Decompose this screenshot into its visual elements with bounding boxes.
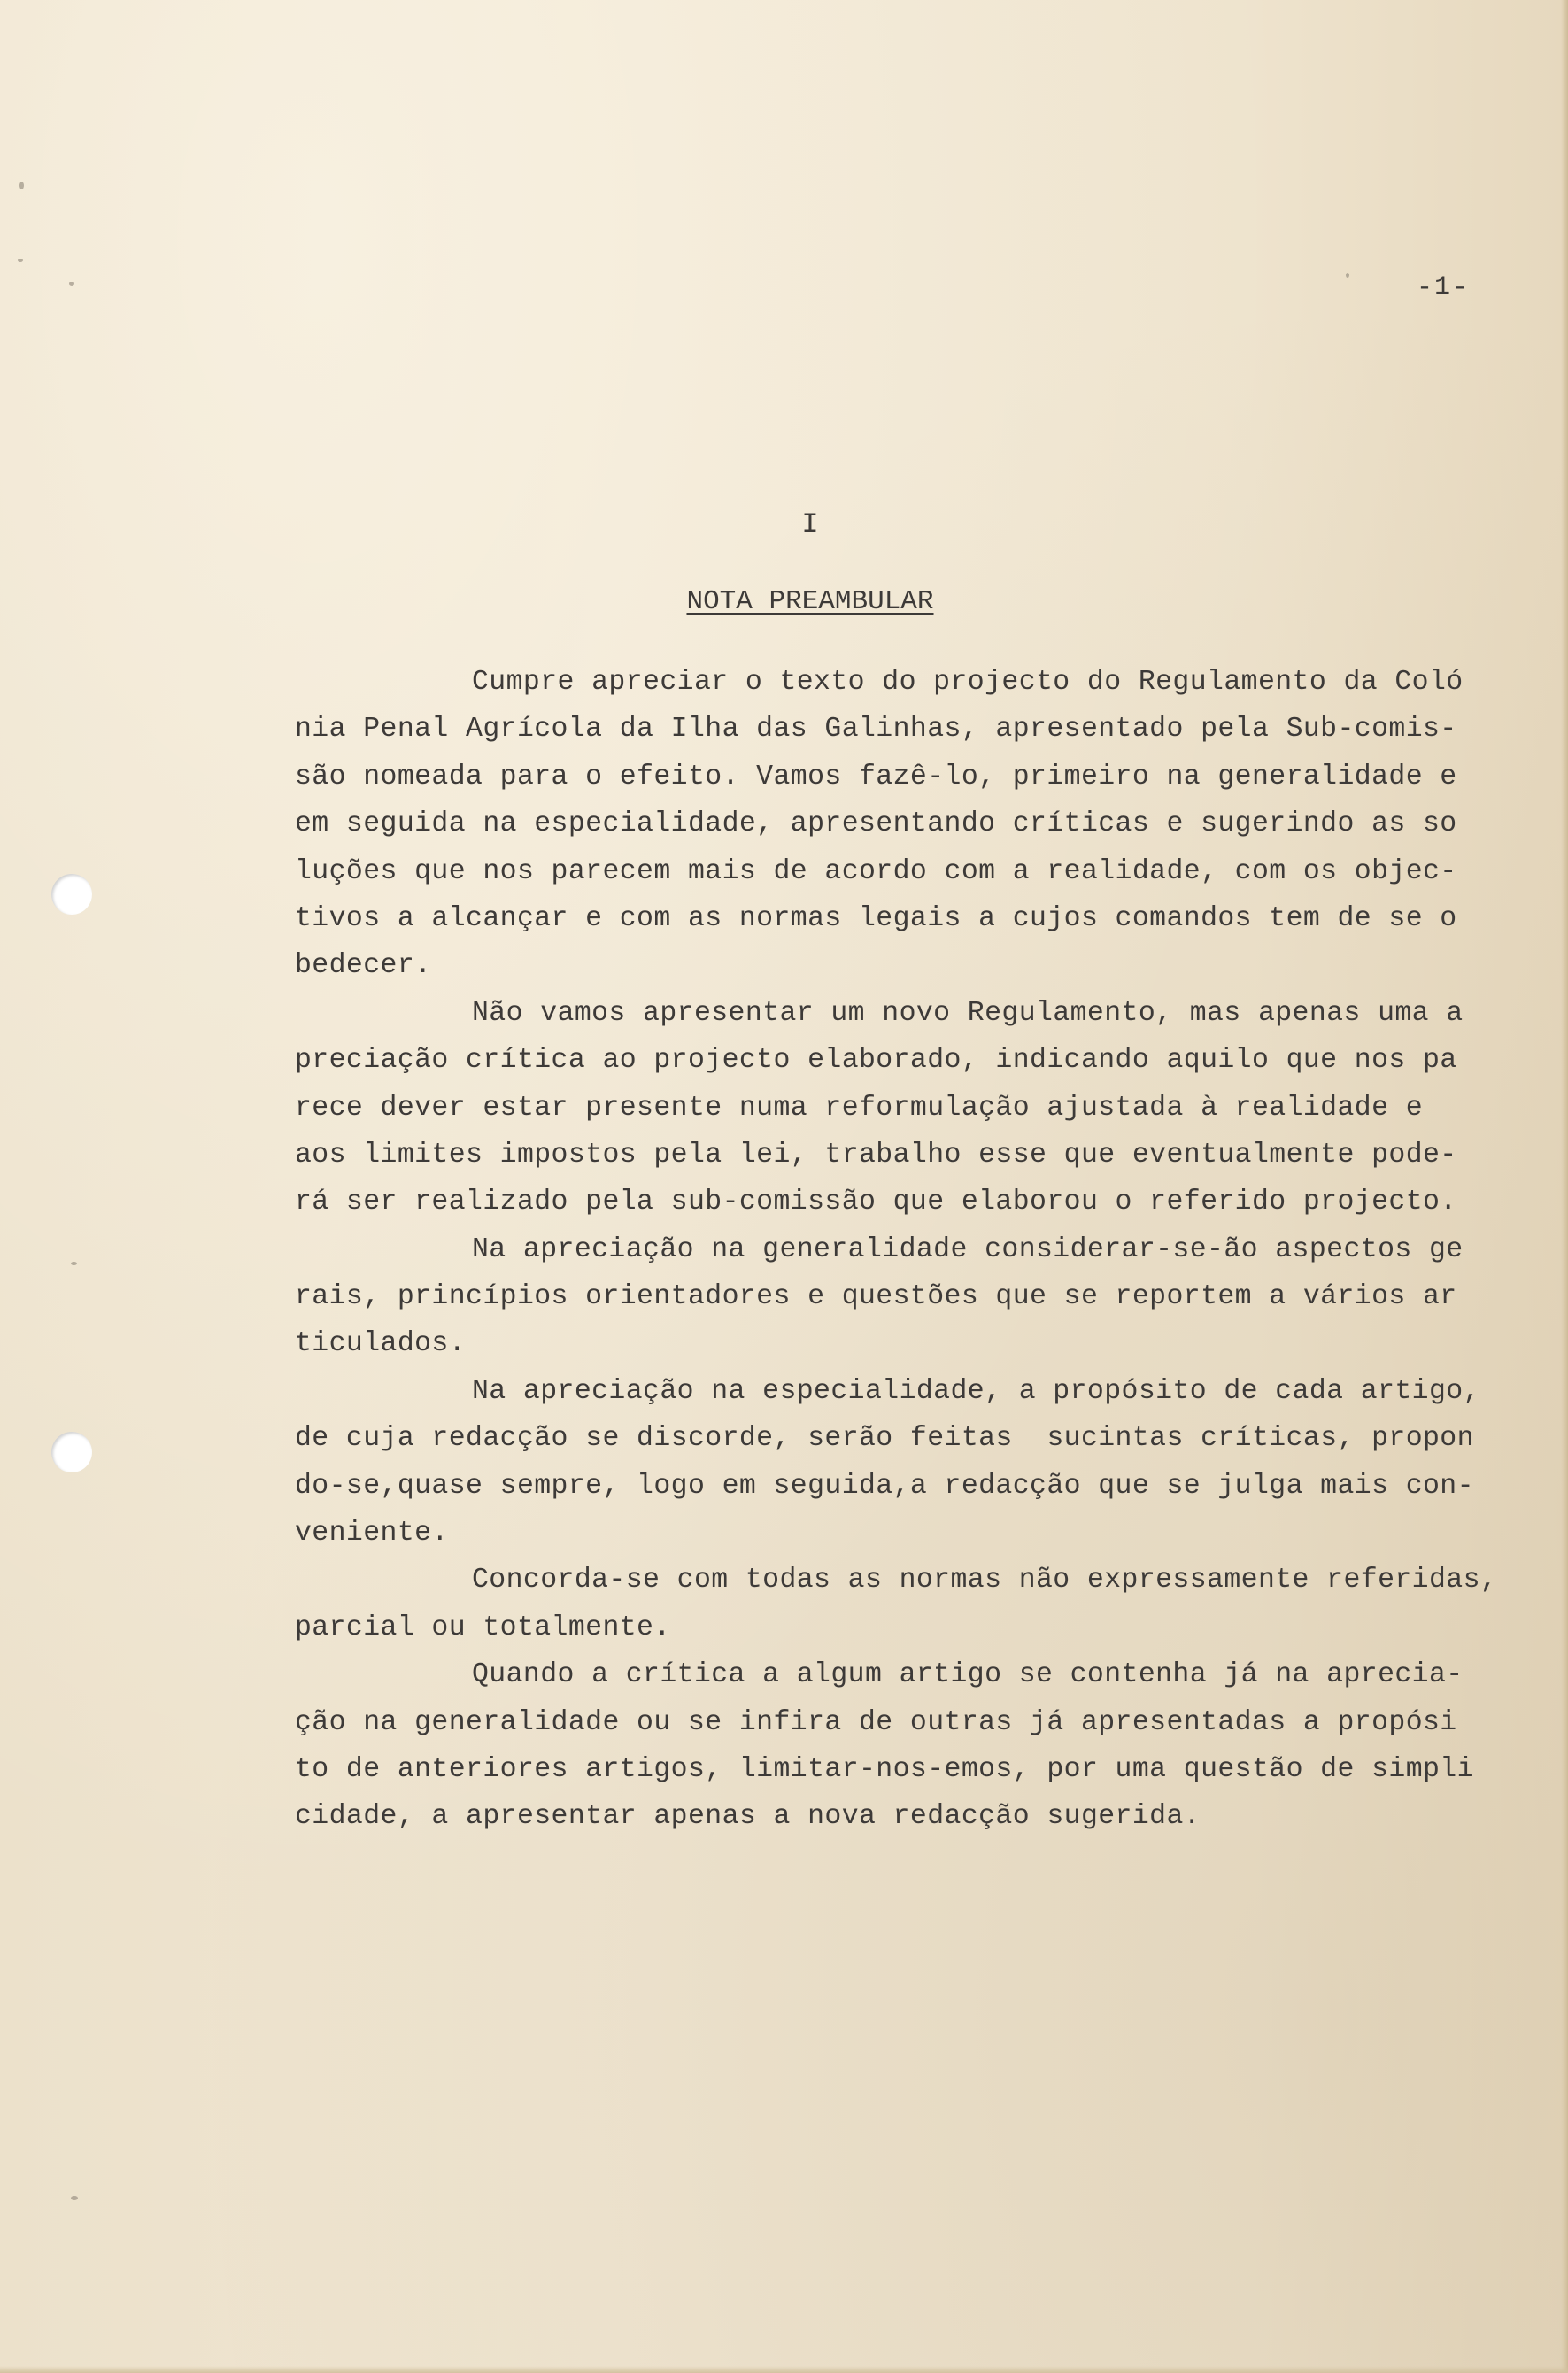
paper-speck <box>18 259 23 262</box>
text-line: rece dever estar presente numa reformulação ajustada à realidade e <box>295 1092 1424 1124</box>
text-line: em seguida na especialidade, apresentando críticas e sugerindo as so <box>295 808 1457 840</box>
text-line: luções que nos parecem mais de acordo com a realidade, com os objec- <box>295 855 1457 887</box>
text-line: rá ser realizado pela sub-comissão que elaborou o referido projecto. <box>295 1186 1457 1218</box>
text-line: nia Penal Agrícola da Ilha das Galinhas, apresentado pela Sub-comis- <box>295 714 1457 746</box>
text-line: to de anteriores artigos, limitar-nos-emos, por uma questão de simpli <box>295 1753 1474 1785</box>
paper-speck <box>71 2196 78 2200</box>
text-line: ticulados. <box>295 1328 467 1360</box>
text-line: Na apreciação na generalidade considerar-se-ão aspectos ge <box>472 1233 1464 1265</box>
text-line: Não vamos apresentar um novo Regulamento, mas apenas uma a <box>472 997 1464 1029</box>
body-text <box>295 659 1499 1841</box>
text-line: preciação crítica ao projecto elaborado, indicando aquilo que nos pa <box>295 1045 1457 1077</box>
page-number: -1- <box>1417 273 1471 303</box>
text-line: tivos a alcançar e com as normas legais a cujos comandos tem de se o <box>295 902 1457 934</box>
text-line: rais, princípios orientadores e questões que se reportem a vários ar <box>295 1281 1457 1313</box>
punch-hole-icon <box>51 1432 92 1472</box>
text-line: bedecer. <box>295 950 432 982</box>
text-line: de cuja redacção se discorde, serão feitas sucintas críticas, propon <box>295 1423 1474 1455</box>
paper-edge-right <box>1561 0 1568 2373</box>
text-line: Concorda-se com todas as normas não expressamente referidas, <box>472 1565 1498 1596</box>
paper-speck <box>1346 273 1349 278</box>
text-line: Na apreciação na especialidade, a propósito de cada artigo, <box>472 1375 1480 1407</box>
paper-speck <box>19 182 24 189</box>
text-line: Cumpre apreciar o texto do projecto do Regulamento da Coló <box>472 667 1464 698</box>
punch-hole-icon <box>51 874 92 915</box>
text-line: do-se,quase sempre, logo em seguida,a redacção que se julga mais con- <box>295 1470 1474 1502</box>
paper-speck <box>71 1262 77 1265</box>
text-line: veniente. <box>295 1518 449 1550</box>
section-title: NOTA PREAMBULAR <box>686 586 934 617</box>
text-line: cidade, a apresentar apenas a nova redacção sugerida. <box>295 1801 1201 1833</box>
text-line: parcial ou totalmente. <box>295 1612 671 1643</box>
text-line: são nomeada para o efeito. Vamos fazê-lo, primeiro na generalidade e <box>295 761 1457 792</box>
paper-edge-bottom <box>0 2366 1568 2373</box>
text-line: Quando a crítica a algum artigo se contenha já na aprecia- <box>472 1659 1464 1691</box>
text-line: aos limites impostos pela lei, trabalho esse que eventualmente pode- <box>295 1139 1457 1171</box>
paper-speck <box>69 282 74 286</box>
text-line: ção na generalidade ou se infira de outras já apresentadas a propósi <box>295 1706 1457 1738</box>
section-number: I <box>801 508 819 541</box>
